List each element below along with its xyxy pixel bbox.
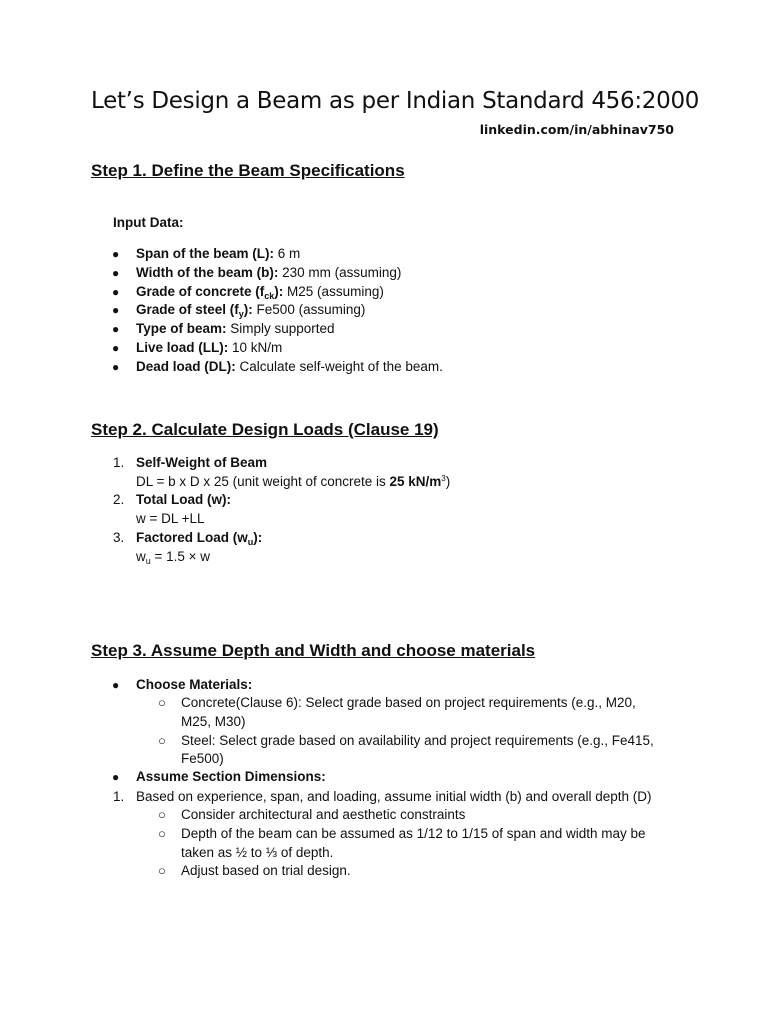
list-number: 3. — [113, 530, 125, 545]
bullet-icon: ● — [112, 247, 120, 261]
input-data-label: Input Data: — [113, 215, 184, 230]
bullet-icon: ● — [112, 322, 120, 336]
trial-design-item: Adjust based on trial design. — [181, 863, 351, 878]
bullet-icon: ● — [112, 266, 120, 280]
list-number: 1. — [113, 455, 125, 470]
bullet-icon: ● — [112, 678, 120, 692]
steel-material-line2: Fe500) — [181, 751, 224, 766]
bullet-icon: ● — [112, 341, 120, 355]
list-number: 1. — [113, 789, 125, 804]
spec-span: Span of the beam (L): 6 m — [136, 246, 301, 261]
bullet-icon: ● — [112, 360, 120, 374]
bullet-icon: ● — [112, 285, 120, 299]
total-load-formula: w = DL +LL — [136, 511, 205, 526]
spec-live-load: Live load (LL): 10 kN/m — [136, 340, 283, 355]
self-weight-label: Self-Weight of Beam — [136, 455, 268, 470]
steel-material-line1: Steel: Select grade based on availability and project requirements (e.g., Fe415, — [181, 733, 654, 748]
circle-bullet-icon: ○ — [158, 826, 166, 841]
list-number: 2. — [113, 492, 125, 507]
assume-dimensions-text: Based on experience, span, and loading, assume initial width (b) and overall depth (D) — [136, 789, 652, 804]
circle-bullet-icon: ○ — [158, 863, 166, 878]
self-weight-formula: DL = b x D x 25 (unit weight of concrete is 25 $kN/m^3$) — [136, 474, 451, 489]
concrete-material-line1: Concrete(Clause 6): Select grade based on project requirements (e.g., M20, — [181, 695, 636, 710]
concrete-material-line2: M25, M30) — [181, 714, 246, 729]
spec-beam-type: Type of beam: Simply supported — [136, 321, 335, 336]
bullet-icon: ● — [112, 770, 120, 784]
constraint-item: Consider architectural and aesthetic constraints — [181, 807, 466, 822]
choose-materials-label: Choose Materials: — [136, 677, 253, 692]
spec-steel-grade: Grade of steel $(f_y)$: Fe500 (assuming) — [136, 302, 366, 319]
circle-bullet-icon: ○ — [158, 807, 166, 822]
step2-heading: Step 2. Calculate Design Loads (Clause 19) — [91, 420, 439, 439]
circle-bullet-icon: ○ — [158, 695, 166, 710]
depth-rule-line1: Depth of the beam can be assumed as 1/12 to 1/15 of span and width may be — [181, 826, 646, 841]
linkedin-link[interactable]: linkedin.com/in/abhinav750 — [479, 122, 674, 137]
circle-bullet-icon: ○ — [158, 733, 166, 748]
depth-rule-line2: taken as ½ to ⅓ of depth. — [181, 845, 334, 860]
factored-load-label: Factored Load $(w_u)$: — [136, 530, 263, 547]
assume-dimensions-label: Assume Section Dimensions: — [136, 769, 326, 784]
spec-width: Width of the beam (b): 230 mm (assuming) — [136, 265, 402, 280]
bullet-icon: ● — [112, 303, 120, 317]
total-load-label: Total Load (w): — [136, 492, 231, 507]
step3-heading: Step 3. Assume Depth and Width and choose materials — [91, 641, 536, 660]
page-title: Let’s Design a Beam as per Indian Standard 456:2000 — [91, 88, 700, 114]
spec-dead-load: Dead load (DL): Calculate self-weight of the beam. — [136, 359, 443, 374]
spec-concrete-grade: Grade of concrete $(f_{ck})$: M25 (assuming) — [136, 284, 384, 301]
factored-load-formula: $w_u = 1.5 \times w$ — [136, 549, 211, 566]
step1-heading: Step 1. Define the Beam Specifications — [91, 161, 405, 180]
